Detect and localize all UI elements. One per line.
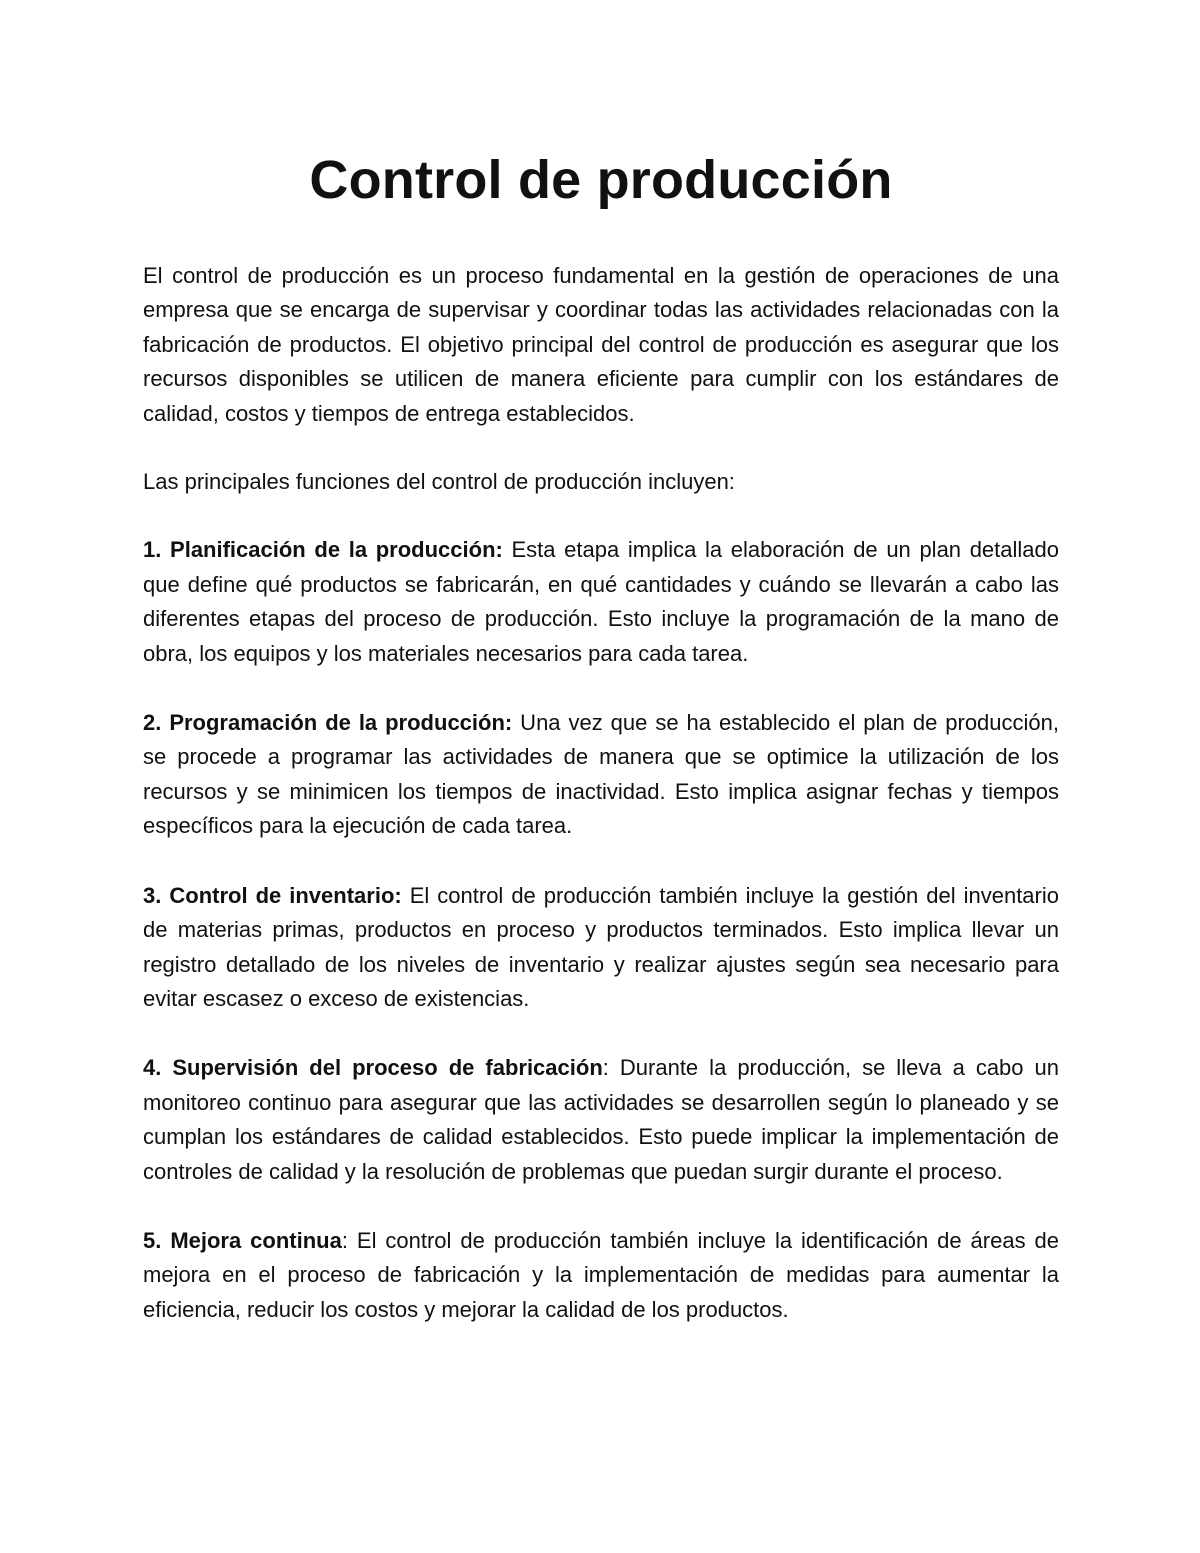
function-item-programacion (143, 706, 1059, 844)
item-text: Durante la producción, se lleva a cabo un monitoreo continuo para asegurar que las actividades se desarrollen según lo planeado y se cumplan los estándares de calidad establecidos. Esto puede implicar la implementación de controles de calidad y la resolución de problemas que puedan surgir durante el proceso. (143, 1055, 1060, 1184)
item-text: El control de producción también incluye la identificación de áreas de mejora en el proceso de fabricación y la implementación de medidas para aumentar la eficiencia, reducir los costos y mejorar la calidad de los productos. (143, 1227, 1059, 1322)
item-number: 2. (143, 710, 162, 736)
function-item-control-inventario (143, 879, 1059, 1017)
function-item-mejora-continua (143, 1224, 1059, 1327)
item-number: 3. (143, 882, 162, 908)
item-heading: Control de inventario: (169, 882, 402, 908)
item-heading: Mejora continua (170, 1227, 342, 1253)
item-text: El control de producción también incluye la gestión del inventario de materias primas, productos en proceso y productos terminados. Esto implica llevar un registro detallado de los niveles de inventario y realizar ajustes según sea necesario para evitar escasez o exceso de existencias. (143, 882, 1059, 1011)
function-item-supervision (143, 1051, 1059, 1189)
item-separator: : (602, 1055, 609, 1081)
item-heading: Programación de la producción: (169, 710, 513, 736)
item-text: Una vez que se ha establecido el plan de producción, se procede a programar las actividades de manera que se optimice la utilización de los recursos y se minimicen los tiempos de inactividad. Esto implica asignar fechas y tiempos específicos para la ejecución de cada tarea. (143, 710, 1059, 839)
item-text: Esta etapa implica la elaboración de un plan detallado que define qué productos se fabricarán, en qué cantidades y cuándo se llevarán a cabo las diferentes etapas del proceso de producción. Esto incluye la programación de la mano de obra, los equipos y los materiales necesarios para cada tarea. (143, 537, 1059, 666)
functions-lead-paragraph: Las principales funciones del control de producción incluyen: (143, 469, 735, 495)
item-number: 5. (143, 1227, 162, 1253)
intro-paragraph: El control de producción es un proceso fundamental en la gestión de operaciones de una empresa que se encarga de supervisar y coordinar todas las actividades relacionadas con la fabricación de productos. El objetivo principal del control de producción es asegurar que los recursos disponibles se utilicen de manera eficiente para cumplir con los estándares de calidad, costos y tiempos de entrega establecidos. (143, 263, 1059, 426)
function-item-planificacion (143, 533, 1059, 671)
item-number: 4. (143, 1055, 162, 1081)
document-title: Control de producción (309, 150, 893, 210)
item-heading: Planificación de la producción: (170, 537, 503, 563)
document-page (143, 150, 1059, 1327)
item-heading: Supervisión del proceso de fabricación (172, 1055, 603, 1081)
item-separator: : (341, 1227, 348, 1253)
item-number: 1. (143, 537, 162, 563)
